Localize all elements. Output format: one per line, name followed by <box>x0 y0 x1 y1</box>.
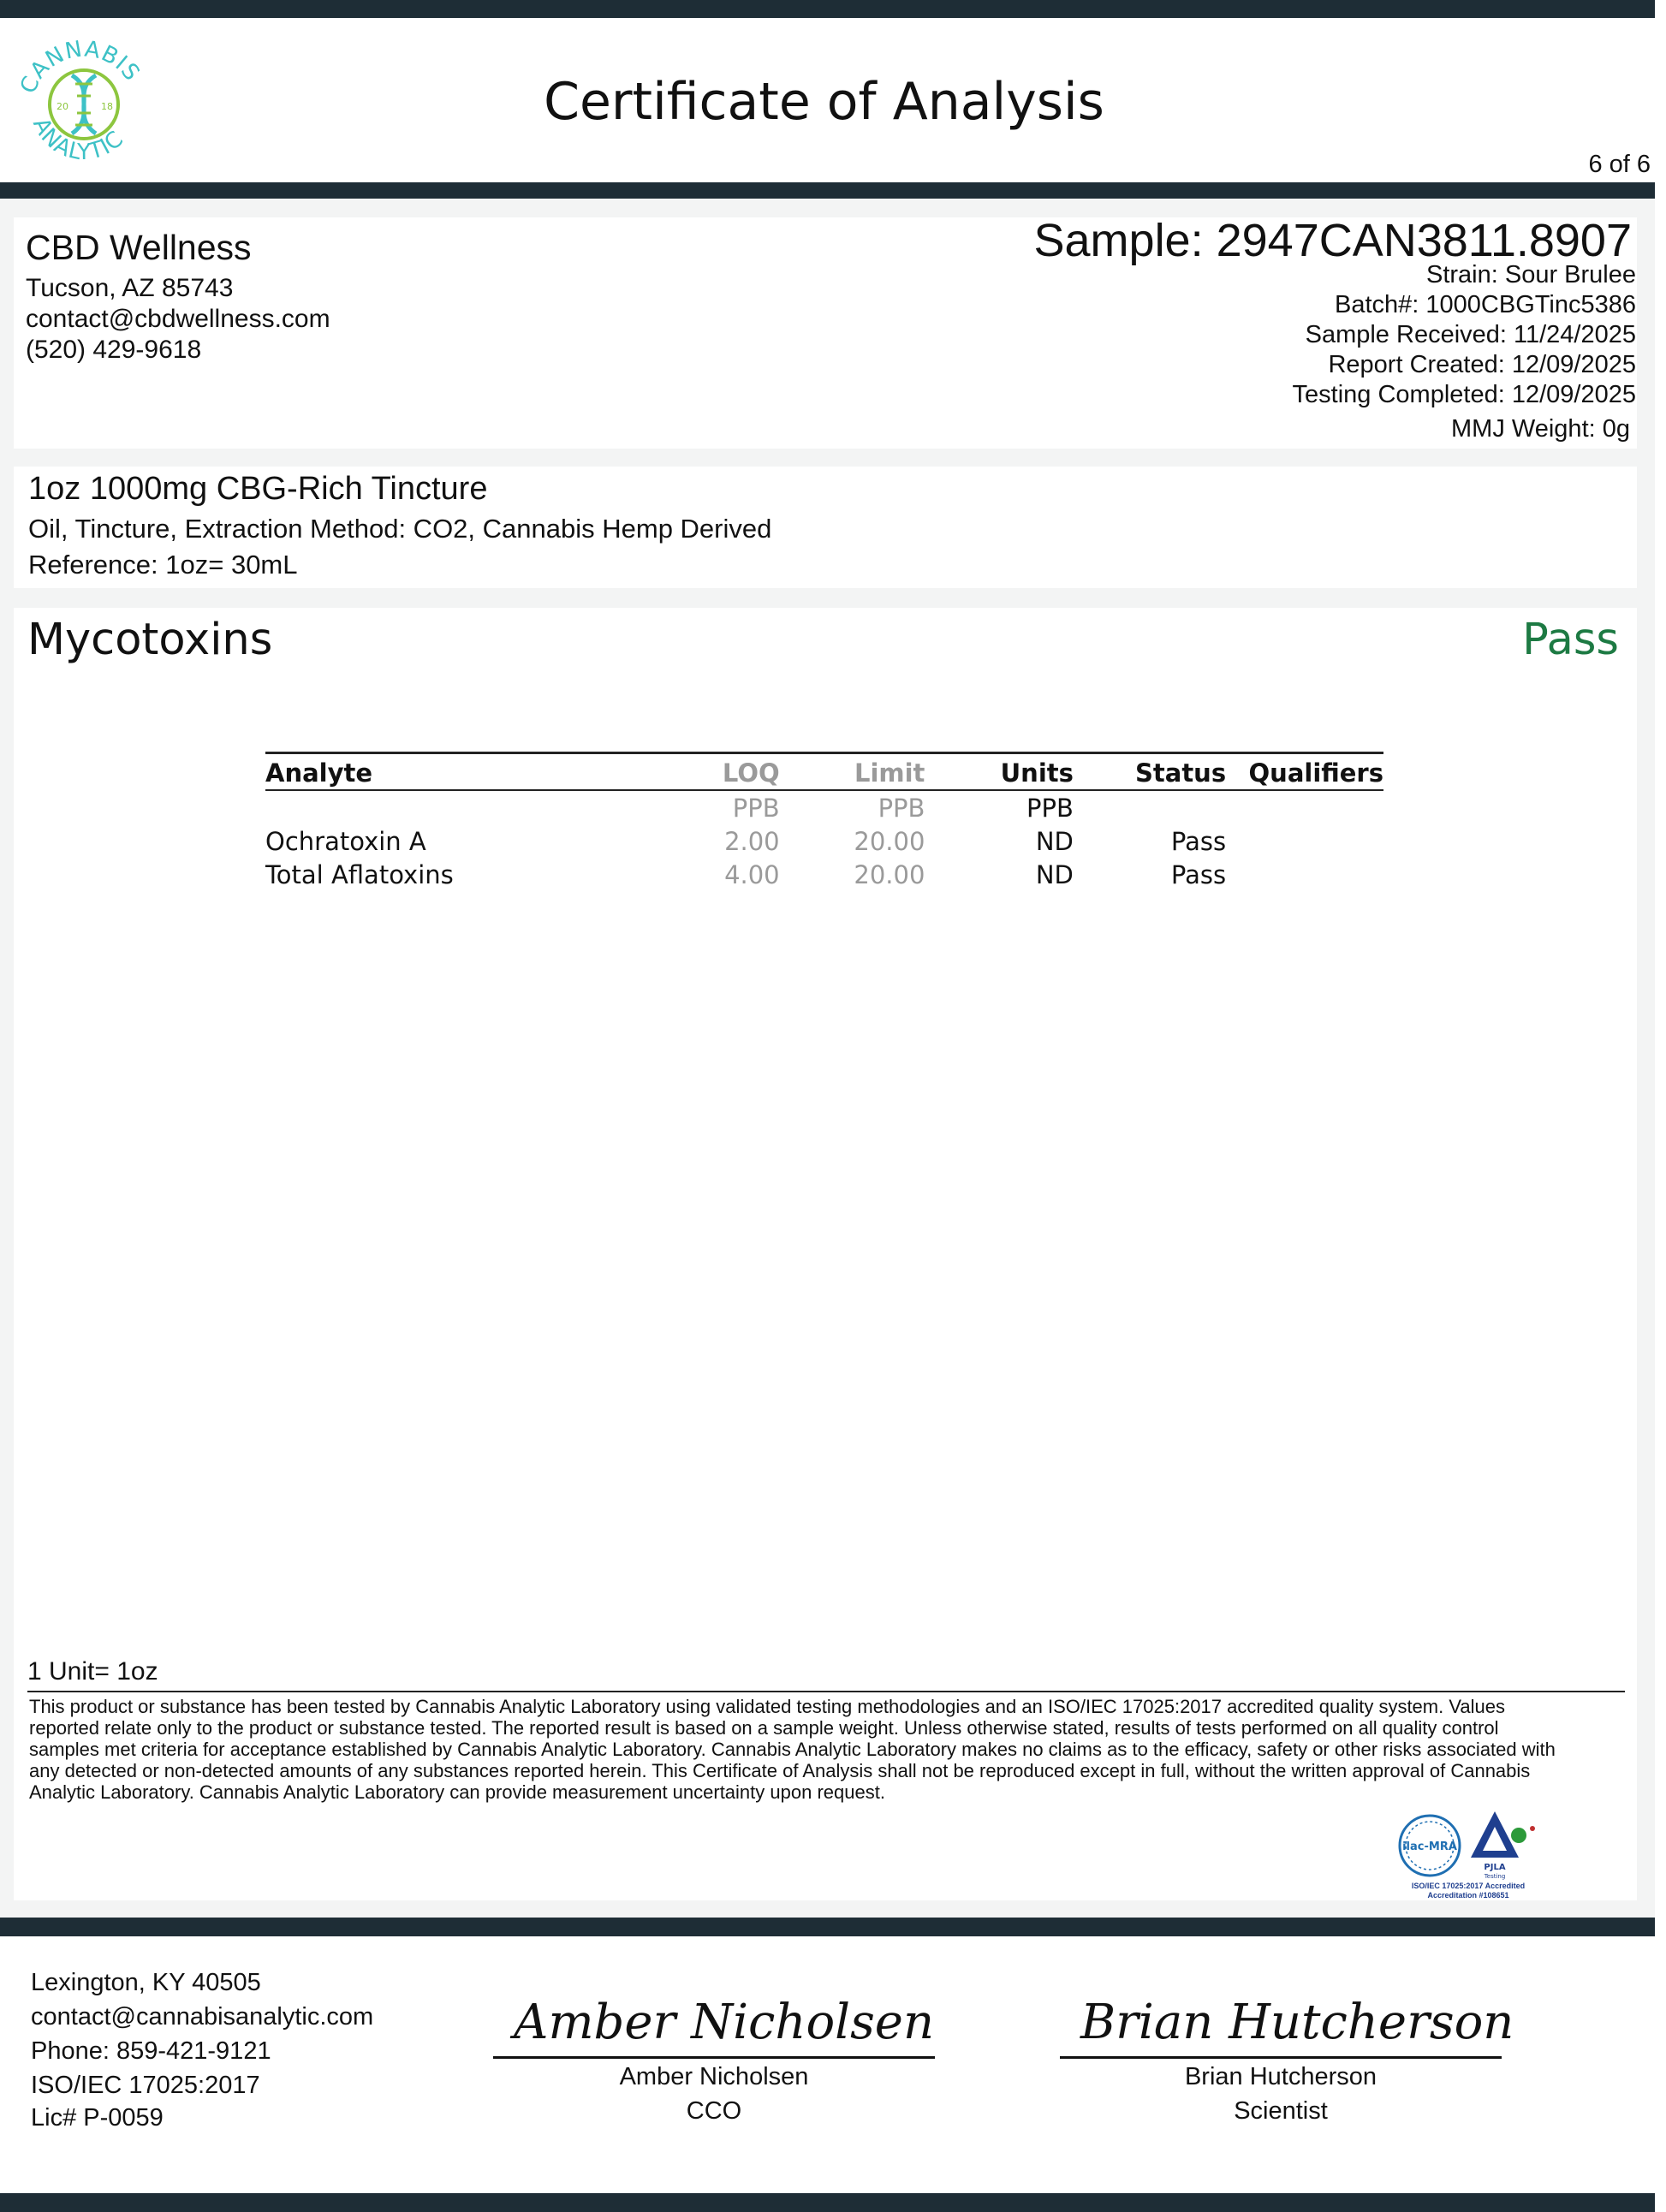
signer-role: Scientist <box>1234 2097 1328 2125</box>
signature-line <box>1060 2056 1502 2059</box>
mmj-weight: MMJ Weight: 0g <box>1451 415 1630 443</box>
pjla-logo <box>1469 1808 1539 1882</box>
analyte-qualifiers <box>1226 824 1383 858</box>
client-email: contact@cbdwellness.com <box>26 305 330 333</box>
header-status: Status <box>1074 753 1226 791</box>
header-analyte: Analyte <box>265 753 617 791</box>
table-header-row <box>265 753 1383 791</box>
signer-name: Brian Hutcherson <box>1184 2063 1377 2090</box>
report-created: Report Created: 12/09/2025 <box>1328 351 1636 378</box>
table-unit-row <box>265 790 1383 824</box>
analyte-limit: 20.00 <box>854 826 925 856</box>
analyte-name: Total Aflatoxins <box>265 859 454 889</box>
analyte-table <box>265 752 1383 891</box>
unit-cell: PPB <box>878 793 925 823</box>
lab-iso: ISO/IEC 17025:2017 <box>31 2072 260 2099</box>
unit-note: 1 Unit= 1oz <box>27 1657 158 1686</box>
unit-cell <box>1226 790 1383 824</box>
client-name: CBD Wellness <box>26 228 252 267</box>
sample-strain: Strain: Sour Brulee <box>1425 261 1636 288</box>
table-row <box>265 858 1383 891</box>
signature-line <box>493 2056 935 2059</box>
disclaimer-divider <box>27 1691 1625 1692</box>
lab-email: contact@cannabisanalytic.com <box>31 2003 374 2031</box>
analyte-loq: 2.00 <box>724 826 780 856</box>
signer-name: Amber Nicholsen <box>619 2063 809 2090</box>
client-city: Tucson, AZ 85743 <box>26 274 234 302</box>
analyte-status: Pass <box>1170 859 1227 889</box>
header-units: Units <box>925 753 1073 791</box>
unit-cell: PPB <box>732 793 780 823</box>
analyte-loq: 4.00 <box>724 859 780 889</box>
product-reference: Reference: 1oz= 30mL <box>28 550 298 580</box>
product-name: 1oz 1000mg CBG-Rich Tincture <box>28 471 488 507</box>
unit-cell <box>1074 790 1226 824</box>
accreditation-line-2: Accreditation #108651 <box>1427 1891 1509 1900</box>
analyte-name: Ochratoxin A <box>265 826 426 856</box>
analyte-limit: 20.00 <box>854 859 925 889</box>
analyte-units: ND <box>1035 826 1074 856</box>
unit-cell <box>265 790 617 824</box>
footer-divider-bar <box>0 1918 1655 1936</box>
signature-brian: Brian Hutcherson <box>1080 1995 1514 2050</box>
logo-text-top: CANNABIS <box>15 36 146 98</box>
header-limit: Limit <box>780 753 925 791</box>
bottom-bar <box>0 2193 1655 2212</box>
client-phone: (520) 429-9618 <box>26 336 202 364</box>
logo-year-right: 18 <box>101 101 113 112</box>
logo-year-left: 20 <box>57 101 68 112</box>
unit-cell: PPB <box>1026 793 1074 823</box>
page-title: Certificate of Analysis <box>544 72 1104 132</box>
accreditation-line-1: ISO/IEC 17025:2017 Accredited <box>1411 1882 1526 1890</box>
section-title: Mycotoxins <box>27 615 273 665</box>
analyte-status: Pass <box>1170 826 1227 856</box>
header-loq: LOQ <box>617 753 779 791</box>
analyte-units: ND <box>1035 859 1074 889</box>
ilac-label: ilac-MRA <box>1402 1840 1457 1853</box>
testing-completed: Testing Completed: 12/09/2025 <box>1292 381 1636 408</box>
lab-phone: Phone: 859-421-9121 <box>31 2037 271 2065</box>
lab-city: Lexington, KY 40505 <box>31 1969 261 1996</box>
table-row <box>265 824 1383 858</box>
product-description: Oil, Tincture, Extraction Method: CO2, Cannabis Hemp Derived <box>28 514 772 544</box>
logo-text-bottom: ANALYTIC <box>27 114 129 166</box>
header-qualifiers: Qualifiers <box>1226 753 1383 791</box>
disclaimer-text: This product or substance has been tested by Cannabis Analytic Laboratory using validated testing methodologies and an ISO/IEC 17025:2017 accredited quality system. Values reported relate only to the product or substance tested. The reported result is based on a sample weight. Unless otherwise stated, results of tests performed on all quality control samples met criteria for acceptance established by Cannabis Analytic Laboratory. Cannabis Analytic Laboratory makes no claims as to the efficacy, safety or other risks associated with any detected or non-detected amounts of any substances reported herein. This Certificate of Analysis shall not be reproduced except in full, without the written approval of Cannabis Analytic Laboratory. Cannabis Analytic Laboratory can provide measurement uncertainty upon request. <box>29 1696 1556 1803</box>
sample-received: Sample Received: 11/24/2025 <box>1305 321 1636 348</box>
page-number: 6 of 6 <box>1588 151 1651 178</box>
analyte-qualifiers <box>1226 858 1383 891</box>
ilac-mra-logo <box>1397 1813 1462 1878</box>
lab-license: Lic# P-0059 <box>31 2104 164 2132</box>
pjla-label: PJLA <box>1484 1863 1506 1872</box>
header-divider-bar <box>0 182 1655 199</box>
pjla-sub: Testing <box>1484 1873 1506 1880</box>
section-status: Pass <box>1522 615 1619 665</box>
signature-amber: Amber Nicholsen <box>514 1995 935 2050</box>
sample-id: Sample: 2947CAN3811.8907 <box>1033 215 1632 266</box>
signer-role: CCO <box>686 2097 742 2125</box>
top-bar <box>0 0 1655 18</box>
sample-batch: Batch#: 1000CBGTinc5386 <box>1335 291 1636 318</box>
